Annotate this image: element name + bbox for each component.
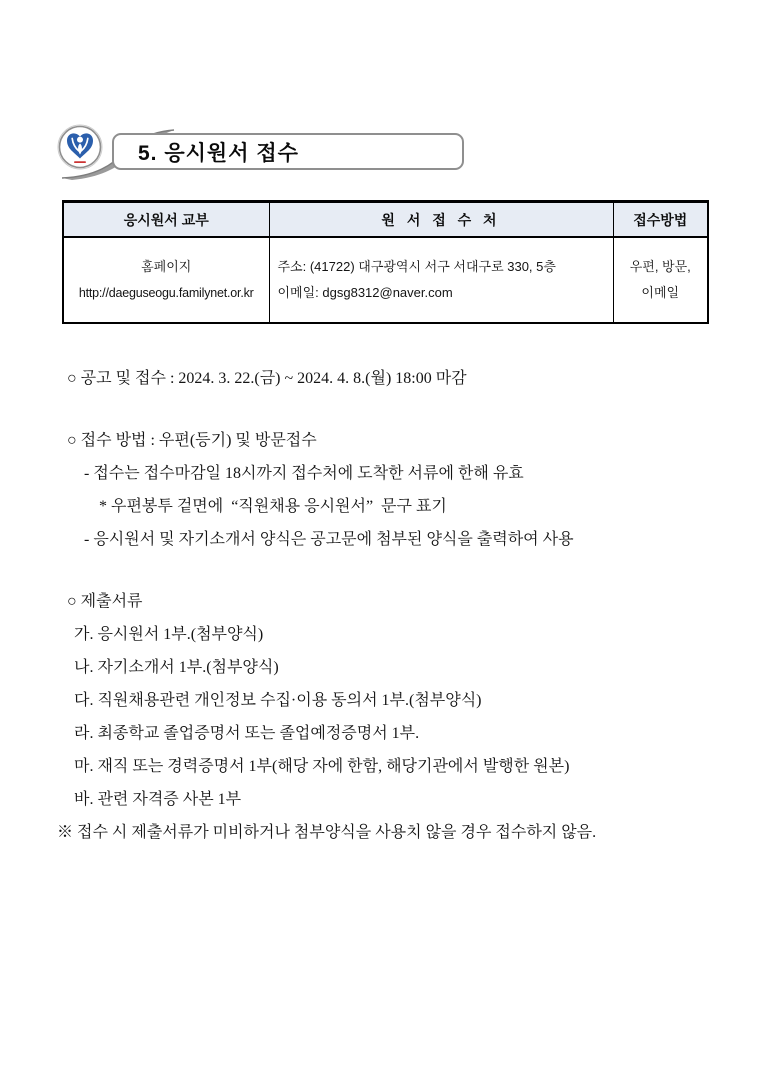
document-item-ba: 바. 관련 자격증 사본 1부 — [74, 791, 242, 808]
documents-heading-line: ○ 제출서류 — [67, 593, 143, 610]
envelope-marking-line: * 우편봉투 겉면에 “직원채용 응시원서” 문구 표기 — [99, 498, 447, 515]
document-item-ma: 마. 재직 또는 경력증명서 1부(해당 자에 한함, 해당기관에서 발행한 원본) — [74, 758, 570, 775]
cell-method — [613, 237, 708, 323]
rejection-note-line: ※ 접수 시 제출서류가 미비하거나 첨부양식을 사용치 않을 경우 접수하지 않음. — [57, 824, 597, 841]
method-line2: 이메일 — [641, 285, 680, 300]
method-line1: 우편, 방문, — [629, 259, 691, 274]
deadline-validity-line: - 접수는 접수마감일 18시까지 접수처에 도착한 서류에 한해 유효 — [84, 465, 524, 482]
body-text-block — [0, 362, 763, 849]
document-item-ga: 가. 응시원서 1부.(첨부양식) — [74, 626, 264, 643]
col-header-place: 원 서 접 수 처 — [269, 202, 613, 238]
col-header-method: 접수방법 — [613, 202, 708, 238]
cell-distribution — [63, 237, 269, 323]
place-address: 주소: (41722) 대구광역시 서구 서대구로 330, 5층 — [277, 259, 556, 274]
document-item-ra: 라. 최종학교 졸업증명서 또는 졸업예정증명서 1부. — [74, 725, 420, 742]
table-header-row — [63, 202, 708, 238]
distribution-label: 홈페이지 — [141, 259, 192, 274]
document-item-da: 다. 직원채용관련 개인정보 수집·이용 동의서 1부.(첨부양식) — [74, 692, 482, 709]
col-header-distribution: 응시원서 교부 — [63, 202, 269, 238]
section-title-box — [112, 133, 464, 170]
familynet-logo-icon — [57, 124, 103, 170]
table-data-row — [63, 237, 708, 323]
form-print-line: - 응시원서 및 자기소개서 양식은 공고문에 첨부된 양식을 출력하여 사용 — [84, 531, 574, 548]
section-title: 5. 응시원서 접수 — [138, 141, 299, 165]
cell-place — [269, 237, 613, 323]
application-info-table — [62, 200, 709, 324]
document-item-na: 나. 자기소개서 1부.(첨부양식) — [74, 659, 279, 676]
submission-method-line: ○ 접수 방법 : 우편(등기) 및 방문접수 — [67, 432, 317, 449]
place-email: 이메일: dgsg8312@naver.com — [277, 285, 453, 300]
logo-person-head — [77, 137, 83, 143]
notice-period-line: ○ 공고 및 접수 : 2024. 3. 22.(금) ~ 2024. 4. 8.(월) 18:00 마감 — [67, 370, 467, 387]
distribution-url: http://daeguseogu.familynet.or.kr — [78, 286, 254, 300]
logo-red-caption-mark — [74, 161, 86, 163]
